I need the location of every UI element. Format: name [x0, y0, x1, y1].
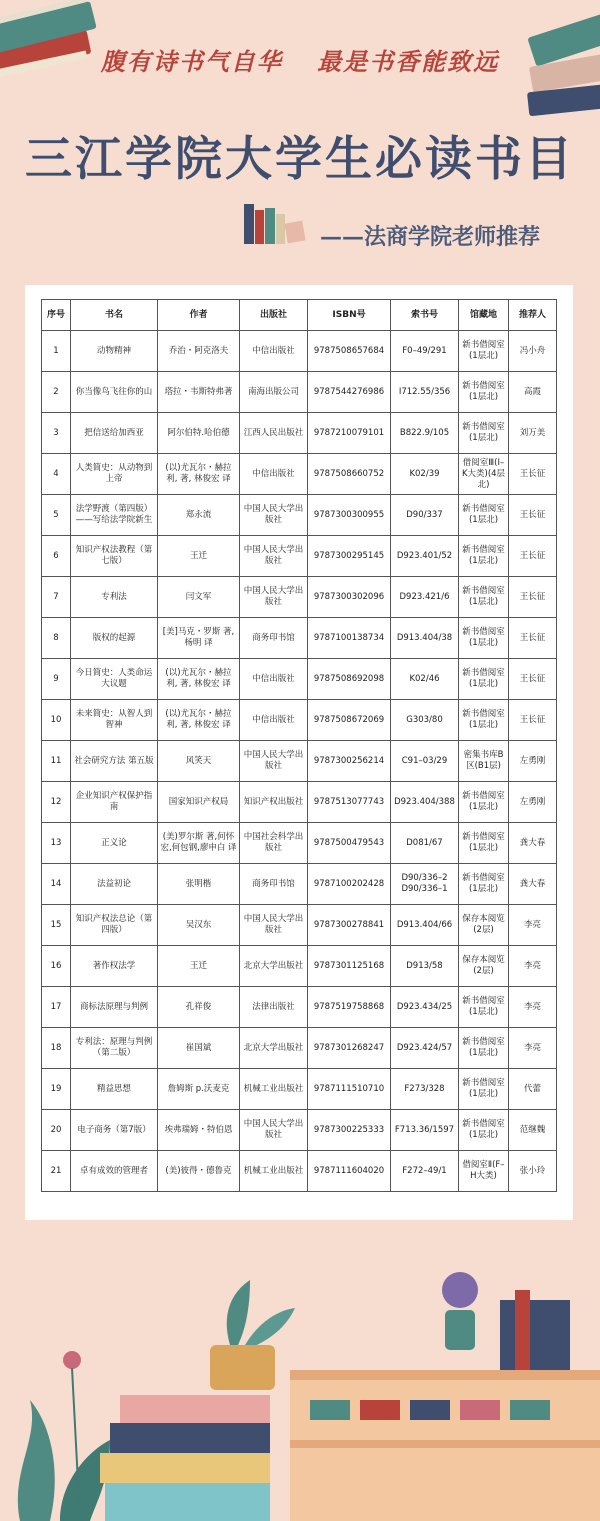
table-cell: 机械工业出版社 — [240, 1151, 308, 1192]
table-cell: 19 — [42, 1069, 71, 1110]
table-cell: 11 — [42, 741, 71, 782]
table-cell: 王长征 — [509, 618, 557, 659]
table-cell: 张明楷 — [158, 864, 240, 905]
table-cell: 10 — [42, 700, 71, 741]
table-cell: 9787100138734 — [308, 618, 391, 659]
table-row — [42, 331, 557, 372]
table-cell: F273/328 — [391, 1069, 459, 1110]
table-cell: 3 — [42, 413, 71, 454]
table-cell: 把信送给加西亚 — [71, 413, 158, 454]
books-small-icon — [240, 200, 310, 248]
column-header: 书名 — [71, 300, 158, 331]
table-cell: 9787300295145 — [308, 536, 391, 577]
table-cell: F0–49/291 — [391, 331, 459, 372]
table-cell: 新书借阅室(1层北) — [459, 495, 509, 536]
table-cell: 知识产权出版社 — [240, 782, 308, 823]
table-row — [42, 454, 557, 495]
table-cell: 南海出版公司 — [240, 372, 308, 413]
table-cell: 13 — [42, 823, 71, 864]
table-cell: 20 — [42, 1110, 71, 1151]
table-cell: 商务印书馆 — [240, 618, 308, 659]
table-cell: 9787519758868 — [308, 987, 391, 1028]
table-cell: 阿尔伯特.哈伯德 — [158, 413, 240, 454]
table-cell: D923.424/57 — [391, 1028, 459, 1069]
column-header: 索书号 — [391, 300, 459, 331]
table-cell: 9 — [42, 659, 71, 700]
table-cell: 17 — [42, 987, 71, 1028]
table-cell: 9787300302096 — [308, 577, 391, 618]
slogan — [0, 42, 600, 77]
table-cell: I712.55/356 — [391, 372, 459, 413]
column-header: 出版社 — [240, 300, 308, 331]
table-cell: 7 — [42, 577, 71, 618]
table-cell: 新书借阅室(1层北) — [459, 864, 509, 905]
table-cell: 9787508672069 — [308, 700, 391, 741]
table-cell: 左勇刚 — [509, 782, 557, 823]
table-cell: 高霞 — [509, 372, 557, 413]
table-cell: 闫文军 — [158, 577, 240, 618]
table-cell: 版权的起源 — [71, 618, 158, 659]
table-cell: B822.9/105 — [391, 413, 459, 454]
table-cell: 12 — [42, 782, 71, 823]
table-cell: D923.401/52 — [391, 536, 459, 577]
table-cell: 9787111604020 — [308, 1151, 391, 1192]
table-cell: 北京大学出版社 — [240, 1028, 308, 1069]
table-cell: 詹姆斯 p.沃麦克 — [158, 1069, 240, 1110]
table-cell: 孔祥俊 — [158, 987, 240, 1028]
table-cell: 王长征 — [509, 454, 557, 495]
table-cell: 8 — [42, 618, 71, 659]
table-cell: 9787301268247 — [308, 1028, 391, 1069]
table-cell: 李亮 — [509, 1028, 557, 1069]
table-cell: 机械工业出版社 — [240, 1069, 308, 1110]
table-cell: 密集书库B区(B1层) — [459, 741, 509, 782]
table-cell: D923.434/25 — [391, 987, 459, 1028]
table-cell: 中国人民大学出版社 — [240, 495, 308, 536]
table-row — [42, 1151, 557, 1192]
table-cell: 商务印书馆 — [240, 864, 308, 905]
table-cell: 21 — [42, 1151, 71, 1192]
table-cell: 法律出版社 — [240, 987, 308, 1028]
table-cell: 北京大学出版社 — [240, 946, 308, 987]
table-cell: 9787508692098 — [308, 659, 391, 700]
table-cell: (美)罗尔斯 著,何怀宏,何包钢,廖申白 译 — [158, 823, 240, 864]
table-cell: 动物精神 — [71, 331, 158, 372]
table-cell: 9787513077743 — [308, 782, 391, 823]
table-cell: 新书借阅室(1层北) — [459, 1110, 509, 1151]
table-row — [42, 864, 557, 905]
table-header-row — [42, 300, 557, 331]
column-header: 作者 — [158, 300, 240, 331]
table-cell: 企业知识产权保护指南 — [71, 782, 158, 823]
page-title: 三江学院大学生必读书目 — [25, 132, 575, 187]
table-row — [42, 372, 557, 413]
table-cell: K02/46 — [391, 659, 459, 700]
table-row — [42, 782, 557, 823]
table-cell: 著作权法学 — [71, 946, 158, 987]
booklist-card — [25, 285, 573, 1220]
table-row — [42, 1110, 557, 1151]
table-row — [42, 946, 557, 987]
table-cell: 精益思想 — [71, 1069, 158, 1110]
slogan-left: 腹有诗书气自华 — [100, 47, 283, 76]
table-cell: 9787100202428 — [308, 864, 391, 905]
page-subtitle: ——法商学院老师推荐 — [320, 224, 541, 250]
column-header: ISBN号 — [308, 300, 391, 331]
table-cell: F272–49/1 — [391, 1151, 459, 1192]
table-cell: 新书借阅室(1层北) — [459, 1028, 509, 1069]
table-cell: 2 — [42, 372, 71, 413]
table-cell: D90/336–2 D90/336–1 — [391, 864, 459, 905]
table-cell: D913.404/66 — [391, 905, 459, 946]
table-cell: 左勇刚 — [509, 741, 557, 782]
table-cell: 电子商务（第7版） — [71, 1110, 158, 1151]
table-row — [42, 823, 557, 864]
table-cell: 新书借阅室(1层北) — [459, 618, 509, 659]
table-cell: 中国社会科学出版社 — [240, 823, 308, 864]
table-cell: D923.421/6 — [391, 577, 459, 618]
table-cell: 9787300300955 — [308, 495, 391, 536]
table-cell: D081/67 — [391, 823, 459, 864]
table-cell: 中信出版社 — [240, 454, 308, 495]
table-cell: 商标法原理与判例 — [71, 987, 158, 1028]
table-cell: D90/337 — [391, 495, 459, 536]
table-row — [42, 1069, 557, 1110]
table-cell: 知识产权法教程（第七版） — [71, 536, 158, 577]
bottom-decoration-illustration — [0, 1250, 600, 1521]
table-row — [42, 495, 557, 536]
table-cell: 9787300278841 — [308, 905, 391, 946]
table-cell: 9787210079101 — [308, 413, 391, 454]
table-cell: 1 — [42, 331, 71, 372]
table-cell: 刘万美 — [509, 413, 557, 454]
table-cell: 崔国斌 — [158, 1028, 240, 1069]
table-cell: C91–03/29 — [391, 741, 459, 782]
table-cell: 新书借阅室(1层北) — [459, 1069, 509, 1110]
table-cell: D913.404/38 — [391, 618, 459, 659]
table-cell: 借阅室Ⅲ(I–K大类)(4层北) — [459, 454, 509, 495]
table-cell: 新书借阅室(1层北) — [459, 577, 509, 618]
table-row — [42, 905, 557, 946]
flower-icon — [63, 1351, 81, 1369]
table-cell: [美]马克・罗斯 著, 杨明 译 — [158, 618, 240, 659]
table-cell: 9787300256214 — [308, 741, 391, 782]
table-row — [42, 413, 557, 454]
table-cell: 冯小舟 — [509, 331, 557, 372]
table-cell: 正义论 — [71, 823, 158, 864]
table-cell: D913/58 — [391, 946, 459, 987]
table-cell: 中国人民大学出版社 — [240, 905, 308, 946]
table-cell: 法益初论 — [71, 864, 158, 905]
table-body — [42, 331, 557, 1192]
table-cell: 社会研究方法 第五版 — [71, 741, 158, 782]
table-cell: 借阅室Ⅱ(F–H大类) — [459, 1151, 509, 1192]
booklist-table — [41, 299, 557, 1192]
table-cell: 9787544276986 — [308, 372, 391, 413]
table-cell: 新书借阅室(1层北) — [459, 536, 509, 577]
table-cell: 代蕾 — [509, 1069, 557, 1110]
table-cell: 5 — [42, 495, 71, 536]
table-cell: 9787301125168 — [308, 946, 391, 987]
table-cell: 法学野渡（第四版）——写给法学院新生 — [71, 495, 158, 536]
table-cell: 吴汉东 — [158, 905, 240, 946]
table-cell: 专利法 — [71, 577, 158, 618]
table-cell: 龚大春 — [509, 823, 557, 864]
table-cell: 专利法：原理与判例（第二版） — [71, 1028, 158, 1069]
table-cell: 王长征 — [509, 577, 557, 618]
table-cell: 范继魏 — [509, 1110, 557, 1151]
table-cell: 14 — [42, 864, 71, 905]
table-cell: 新书借阅室(1层北) — [459, 659, 509, 700]
table-cell: 中信出版社 — [240, 659, 308, 700]
table-cell: 新书借阅室(1层北) — [459, 700, 509, 741]
table-cell: 李亮 — [509, 987, 557, 1028]
table-cell: 18 — [42, 1028, 71, 1069]
table-cell: K02/39 — [391, 454, 459, 495]
table-cell: 9787300225333 — [308, 1110, 391, 1151]
table-cell: F713.36/1597 — [391, 1110, 459, 1151]
table-cell: 中国人民大学出版社 — [240, 536, 308, 577]
table-cell: 龚大春 — [509, 864, 557, 905]
table-cell: 塔拉・韦斯特弗著 — [158, 372, 240, 413]
table-cell: G303/80 — [391, 700, 459, 741]
column-header: 推荐人 — [509, 300, 557, 331]
table-cell: 15 — [42, 905, 71, 946]
table-row — [42, 987, 557, 1028]
table-cell: 新书借阅室(1层北) — [459, 782, 509, 823]
table-cell: 16 — [42, 946, 71, 987]
table-cell: (以)尤瓦尔・赫拉利, 著, 林俊宏 译 — [158, 700, 240, 741]
column-header: 馆藏地 — [459, 300, 509, 331]
table-cell: 新书借阅室(1层北) — [459, 372, 509, 413]
column-header: 序号 — [42, 300, 71, 331]
table-cell: 6 — [42, 536, 71, 577]
table-cell: 9787508660752 — [308, 454, 391, 495]
table-cell: 中国人民大学出版社 — [240, 1110, 308, 1151]
table-cell: 9787508657684 — [308, 331, 391, 372]
table-cell: 郑永流 — [158, 495, 240, 536]
table-cell: 知识产权法总论（第四版） — [71, 905, 158, 946]
table-cell: 新书借阅室(1层北) — [459, 987, 509, 1028]
table-row — [42, 741, 557, 782]
table-row — [42, 659, 557, 700]
table-row — [42, 577, 557, 618]
table-cell: 王长征 — [509, 659, 557, 700]
table-cell: 张小玲 — [509, 1151, 557, 1192]
table-cell: (美)彼得・德鲁克 — [158, 1151, 240, 1192]
table-cell: 王迁 — [158, 536, 240, 577]
table-cell: 江西人民出版社 — [240, 413, 308, 454]
table-cell: 保存本阅览(2层) — [459, 905, 509, 946]
table-cell: 新书借阅室(1层北) — [459, 823, 509, 864]
table-cell: 王长征 — [509, 536, 557, 577]
table-row — [42, 1028, 557, 1069]
table-cell: 9787111510710 — [308, 1069, 391, 1110]
table-cell: 卓有成效的管理者 — [71, 1151, 158, 1192]
table-cell: 王迁 — [158, 946, 240, 987]
table-cell: D923.404/388 — [391, 782, 459, 823]
table-cell: 未来简史：从智人到智神 — [71, 700, 158, 741]
slogan-right: 最是书香能致远 — [317, 47, 500, 76]
table-cell: 王长征 — [509, 495, 557, 536]
table-cell: 乔治・阿克洛夫 — [158, 331, 240, 372]
table-cell: 今日简史：人类命运大议题 — [71, 659, 158, 700]
table-cell: 李亮 — [509, 905, 557, 946]
table-cell: 保存本阅览(2层) — [459, 946, 509, 987]
table-cell: (以)尤瓦尔・赫拉利, 著, 林俊宏 译 — [158, 659, 240, 700]
table-cell: 新书借阅室(1层北) — [459, 413, 509, 454]
table-row — [42, 536, 557, 577]
table-cell: 4 — [42, 454, 71, 495]
table-row — [42, 700, 557, 741]
table-cell: 中信出版社 — [240, 700, 308, 741]
table-cell: 埃弗瑞姆・特伯恩 — [158, 1110, 240, 1151]
table-cell: 9787500479543 — [308, 823, 391, 864]
table-cell: 中国人民大学出版社 — [240, 741, 308, 782]
table-cell: 国家知识产权局 — [158, 782, 240, 823]
table-row — [42, 618, 557, 659]
table-cell: 王长征 — [509, 700, 557, 741]
table-cell: 中信出版社 — [240, 331, 308, 372]
table-cell: 风笑天 — [158, 741, 240, 782]
table-cell: 新书借阅室(1层北) — [459, 331, 509, 372]
table-cell: 你当像鸟飞往你的山 — [71, 372, 158, 413]
table-cell: (以)尤瓦尔・赫拉利, 著, 林俊宏 译 — [158, 454, 240, 495]
table-cell: 人类简史：从动物到上帝 — [71, 454, 158, 495]
table-cell: 李亮 — [509, 946, 557, 987]
table-cell: 中国人民大学出版社 — [240, 577, 308, 618]
